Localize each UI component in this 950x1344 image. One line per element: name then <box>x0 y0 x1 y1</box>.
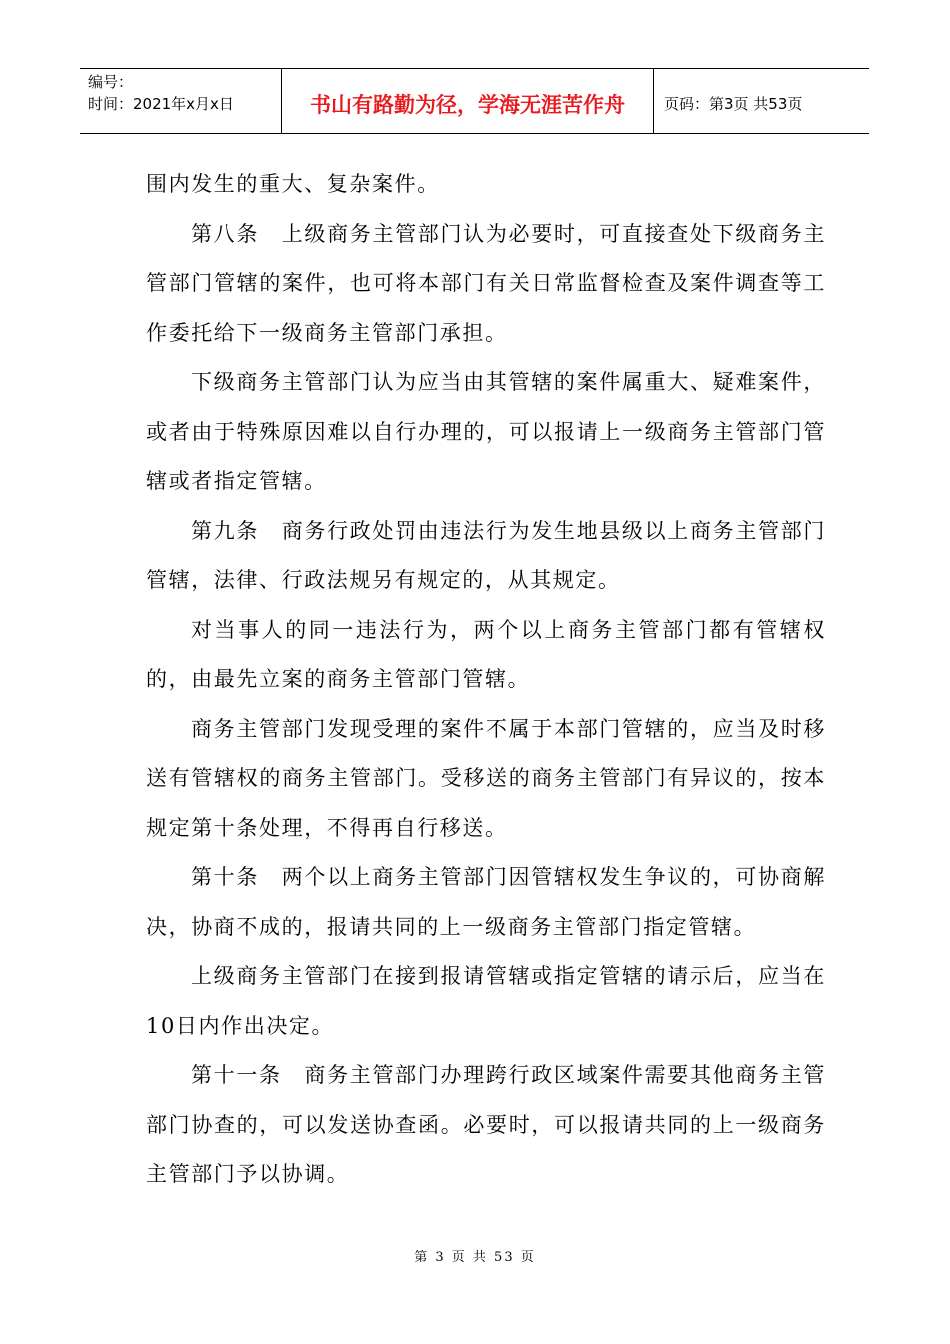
paragraph-article-11: 第十一条 商务主管部门办理跨行政区域案件需要其他商务主管部门协查的，可以发送协查函。必要时，可以报请共同的上一级商务主管部门予以协调。 <box>146 1063 826 1186</box>
page-footer: 第 3 页 共 53 页 <box>414 1250 536 1265</box>
header-motto: 书山有路勤为径，学海无涯苦作舟 <box>282 69 654 133</box>
document-number-label: 编号： <box>88 73 134 91</box>
document-date: 时间：2021年x月x日 <box>88 95 234 113</box>
paragraph-article-10: 第十条 两个以上商务主管部门因管辖权发生争议的，可协商解决，协商不成的，报请共同的上一级商务主管部门指定管辖。 <box>146 865 826 939</box>
paragraph: 上级商务主管部门在接到报请管辖或指定管辖的请示后，应当在10日内作出决定。 <box>146 964 826 1038</box>
paragraph-article-9: 第九条 商务行政处罚由违法行为发生地县级以上商务主管部门管辖，法律、行政法规另有规定的，从其规定。 <box>146 518 826 592</box>
header-page-info: 页码：第3页 共53页 <box>664 94 803 113</box>
paragraph: 对当事人的同一违法行为，两个以上商务主管部门都有管辖权的，由最先立案的商务主管部门管辖。 <box>146 617 826 691</box>
paragraph-continuation: 围内发生的重大、复杂案件。 <box>146 172 440 196</box>
header-meta <box>80 69 282 133</box>
paragraph: 商务主管部门发现受理的案件不属于本部门管辖的，应当及时移送有管辖权的商务主管部门。受移送的商务主管部门有异议的，按本规定第十条处理，不得再自行移送。 <box>146 716 826 840</box>
document-body <box>146 160 826 1200</box>
paragraph: 下级商务主管部门认为应当由其管辖的案件属重大、疑难案件，或者由于特殊原因难以自行办理的，可以报请上一级商务主管部门管辖或者指定管辖。 <box>146 370 826 493</box>
paragraph-article-8: 第八条 上级商务主管部门认为必要时，可直接查处下级商务主管部门管辖的案件，也可将本部门有关日常监督检查及案件调查等工作委托给下一级商务主管部门承担。 <box>146 221 826 345</box>
page-header <box>80 68 869 134</box>
